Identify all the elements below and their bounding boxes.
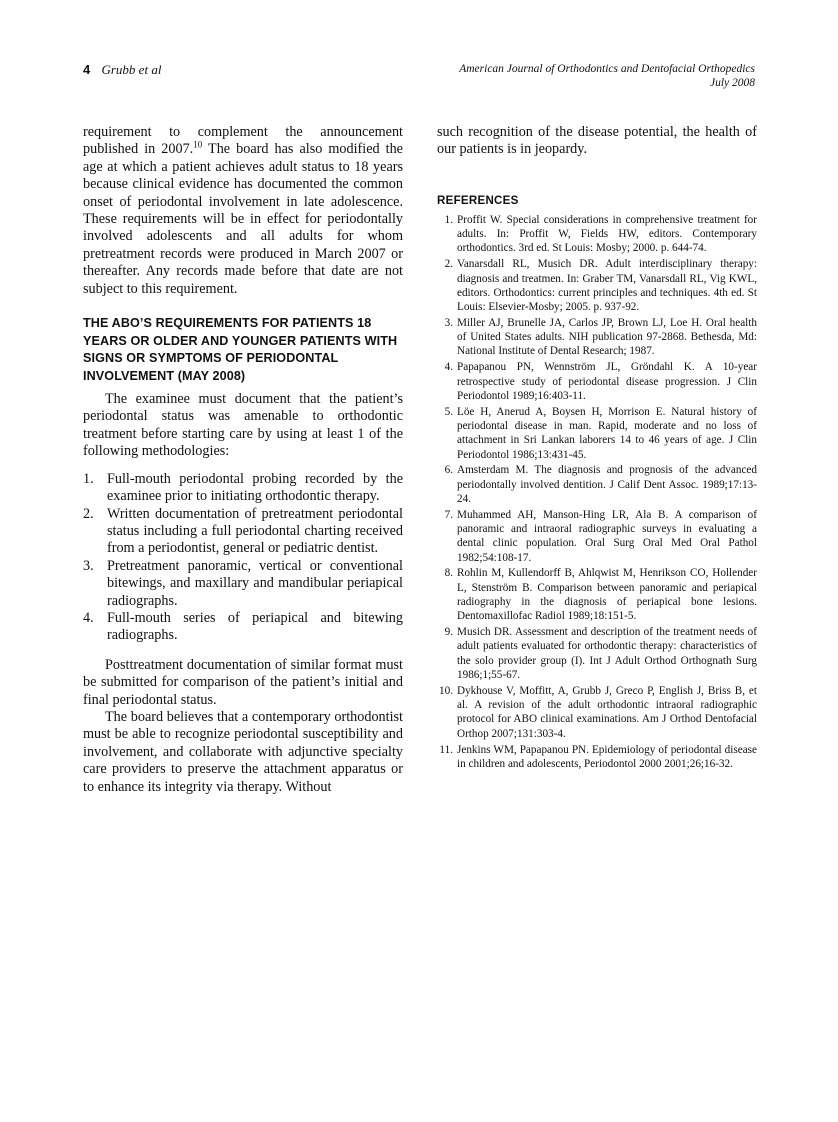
- reference-text: Vanarsdall RL, Musich DR. Adult interdisciplinary therapy: diagnosis and treatmen. In: Graber TM, Vanarsdall RL, Vig KWL, editors. Orthodontics: current principles and techniques. 4th ed. St Louis: Elsevier-Mosby; 2005. p. 937-92.: [457, 258, 757, 314]
- reference-text: Amsterdam M. The diagnosis and prognosis of the advanced periodontally involved dentition. J Calif Dent Assoc. 1989;17:13-24.: [457, 464, 757, 505]
- reference-item: [437, 684, 757, 741]
- paragraph-text: requirement to complement the announcement published in 2007.: [83, 124, 403, 158]
- running-head-left: [83, 62, 161, 78]
- reference-text: Rohlin M, Kullendorff B, Ahlqwist M, Henrikson CO, Hollender L, Stenström B. Comparison between panoramic and periapical radiography in the diagnosis of periapical bone lesions. Dentomaxillofac Radiol 1989;18:151-5.: [457, 567, 757, 623]
- running-head-authors: Grubb et al: [101, 62, 162, 77]
- reference-text: Löe H, Anerud A, Boysen H, Morrison E. Natural history of periodontal disease in man. Rapid, moderate and no loss of attachment in Sri Lankan laborers 14 to 46 years of age. J Clin Periodontol 1986;13:431-45.: [457, 405, 757, 461]
- section-heading: THE ABO’S REQUIREMENTS FOR PATIENTS 18 YEARS OR OLDER AND YOUNGER PATIENTS WITH SIGNS OR SYMPTOMS OF PERIODONTAL INVOLVEMENT (MAY 2008): [83, 316, 398, 383]
- list-item: [83, 506, 403, 558]
- methodologies-list: [83, 471, 403, 645]
- running-head-right: [459, 62, 755, 90]
- reference-number: 10.: [439, 684, 453, 697]
- reference-item: [437, 316, 757, 359]
- reference-text: Muhammed AH, Manson-Hing LR, Ala B. A comparison of panoramic and intraoral radiographic surveys in evaluating a dental clinic population. Oral Surg Oral Med Oral Pathol 1982;54:108-17.: [457, 508, 757, 564]
- reference-number: 8.: [444, 567, 453, 580]
- reference-item: [437, 360, 757, 403]
- paragraph-posttreatment: Posttreatment documentation of similar format must be submitted for comparison of the patient’s initial and final periodontal status.: [83, 656, 403, 708]
- list-item-number: 4.: [83, 609, 94, 626]
- reference-number: 11.: [439, 743, 453, 756]
- reference-number: 1.: [444, 213, 453, 226]
- reference-item: [437, 405, 757, 462]
- paragraph-text: The board has also modified the age at which a patient achieves adult status to 18 years because clinical evidence has documented the common onset of periodontal involvement in late adolescence. These requirements will be in effect for periodontally involved adolescents and all adults for whom pretreatment records were produced in March 2007 or thereafter. Any records made before that date are not subject to this requirement.: [83, 141, 403, 297]
- list-item-text: Full-mouth periodontal probing recorded by the examinee prior to initiating orthodontic therapy.: [107, 470, 403, 505]
- reference-item: [437, 566, 757, 623]
- reference-text: Jenkins WM, Papapanou PN. Epidemiology of periodontal disease in children and adolescents, Periodontol 2000 2001;26;16-32.: [457, 743, 757, 770]
- list-item: [83, 558, 403, 610]
- paragraph-continued: [83, 124, 403, 298]
- list-item-number: 2.: [83, 505, 94, 522]
- reference-item: [437, 257, 757, 314]
- right-column: [437, 124, 757, 773]
- paragraph-continued: such recognition of the disease potential, the health of our patients is in jeopardy.: [437, 124, 757, 158]
- reference-number: 9.: [444, 626, 453, 639]
- reference-item: [437, 463, 757, 506]
- paragraph-board-belief: The board believes that a contemporary orthodontist must be able to recognize periodontal susceptibility and involvement, and collaborate with adjunctive specialty care providers to preserve the attachment apparatus or to enhance its integrity via therapy. Without: [83, 708, 403, 795]
- reference-text: Musich DR. Assessment and description of the treatment needs of adult patients evaluated for orthodontic therapy: characteristics of the solo provider group (I). Int J Adult Orthod Orthognath Surg 1986;1;55-67.: [457, 626, 757, 682]
- reference-item: [437, 213, 757, 256]
- page-number: 4: [83, 62, 91, 77]
- running-head: [83, 62, 755, 96]
- reference-text: Miller AJ, Brunelle JA, Carlos JP, Brown LJ, Loe H. Oral health of United States adults. NIH publication 97-2868. Bethesda, Md: National Institute of Dental Research; 1987.: [457, 316, 757, 358]
- references-heading: REFERENCES: [437, 194, 519, 207]
- spacer: [83, 645, 403, 657]
- list-item-text: Pretreatment panoramic, vertical or conventional bitewings, and maxillary and mandibular periapical radiographs.: [107, 557, 403, 609]
- reference-text: Proffit W. Special considerations in comprehensive treatment for adults. In: Proffit W, Fields HW, editors. Contemporary orthodontics. 3rd ed. St Louis: Mosby; 2000. p. 644-74.: [457, 213, 757, 255]
- reference-item: [437, 508, 757, 565]
- paragraph-methodologies-intro: The examinee must document that the patient’s periodontal status was amenable to orthodontic treatment before starting care by using at least 1 of the following methodologies:: [83, 391, 403, 460]
- left-column: [83, 124, 403, 796]
- reference-number: 5.: [444, 405, 453, 418]
- reference-number: 4.: [444, 361, 453, 374]
- list-item: [83, 610, 403, 645]
- reference-number: 7.: [444, 508, 453, 521]
- reference-number: 2.: [444, 258, 453, 271]
- list-item-number: 1.: [83, 470, 94, 487]
- list-item-text: Full-mouth series of periapical and bitewing radiographs.: [107, 609, 403, 644]
- list-item-number: 3.: [83, 557, 94, 574]
- issue-date: July 2008: [709, 77, 755, 89]
- list-item: [83, 471, 403, 506]
- reference-item: [437, 743, 757, 772]
- reference-text: Papapanou PN, Wennström JL, Gröndahl K. A 10-year retrospective study of periodontal disease progression. J Clin Periodontol 1989;16:403-11.: [457, 361, 757, 402]
- reference-number: 3.: [444, 316, 453, 329]
- references-list: [437, 213, 757, 771]
- reference-item: [437, 625, 757, 682]
- journal-title: American Journal of Orthodontics and Dentofacial Orthopedics: [459, 63, 755, 75]
- reference-text: Dykhouse V, Moffitt, A, Grubb J, Greco P, English J, Briss B, et al. A revision of the adult orthodontic intraoral radiographic protocol for ABO clinical examinations. Am J Orthod Dentofacial Orthop 2007;131:303-4.: [457, 684, 757, 740]
- citation-superscript: 10: [193, 139, 203, 150]
- list-item-text: Written documentation of pretreatment periodontal status including a full periodontal charting received from a periodontist, general or pediatric dentist.: [107, 505, 403, 557]
- reference-number: 6.: [444, 464, 453, 477]
